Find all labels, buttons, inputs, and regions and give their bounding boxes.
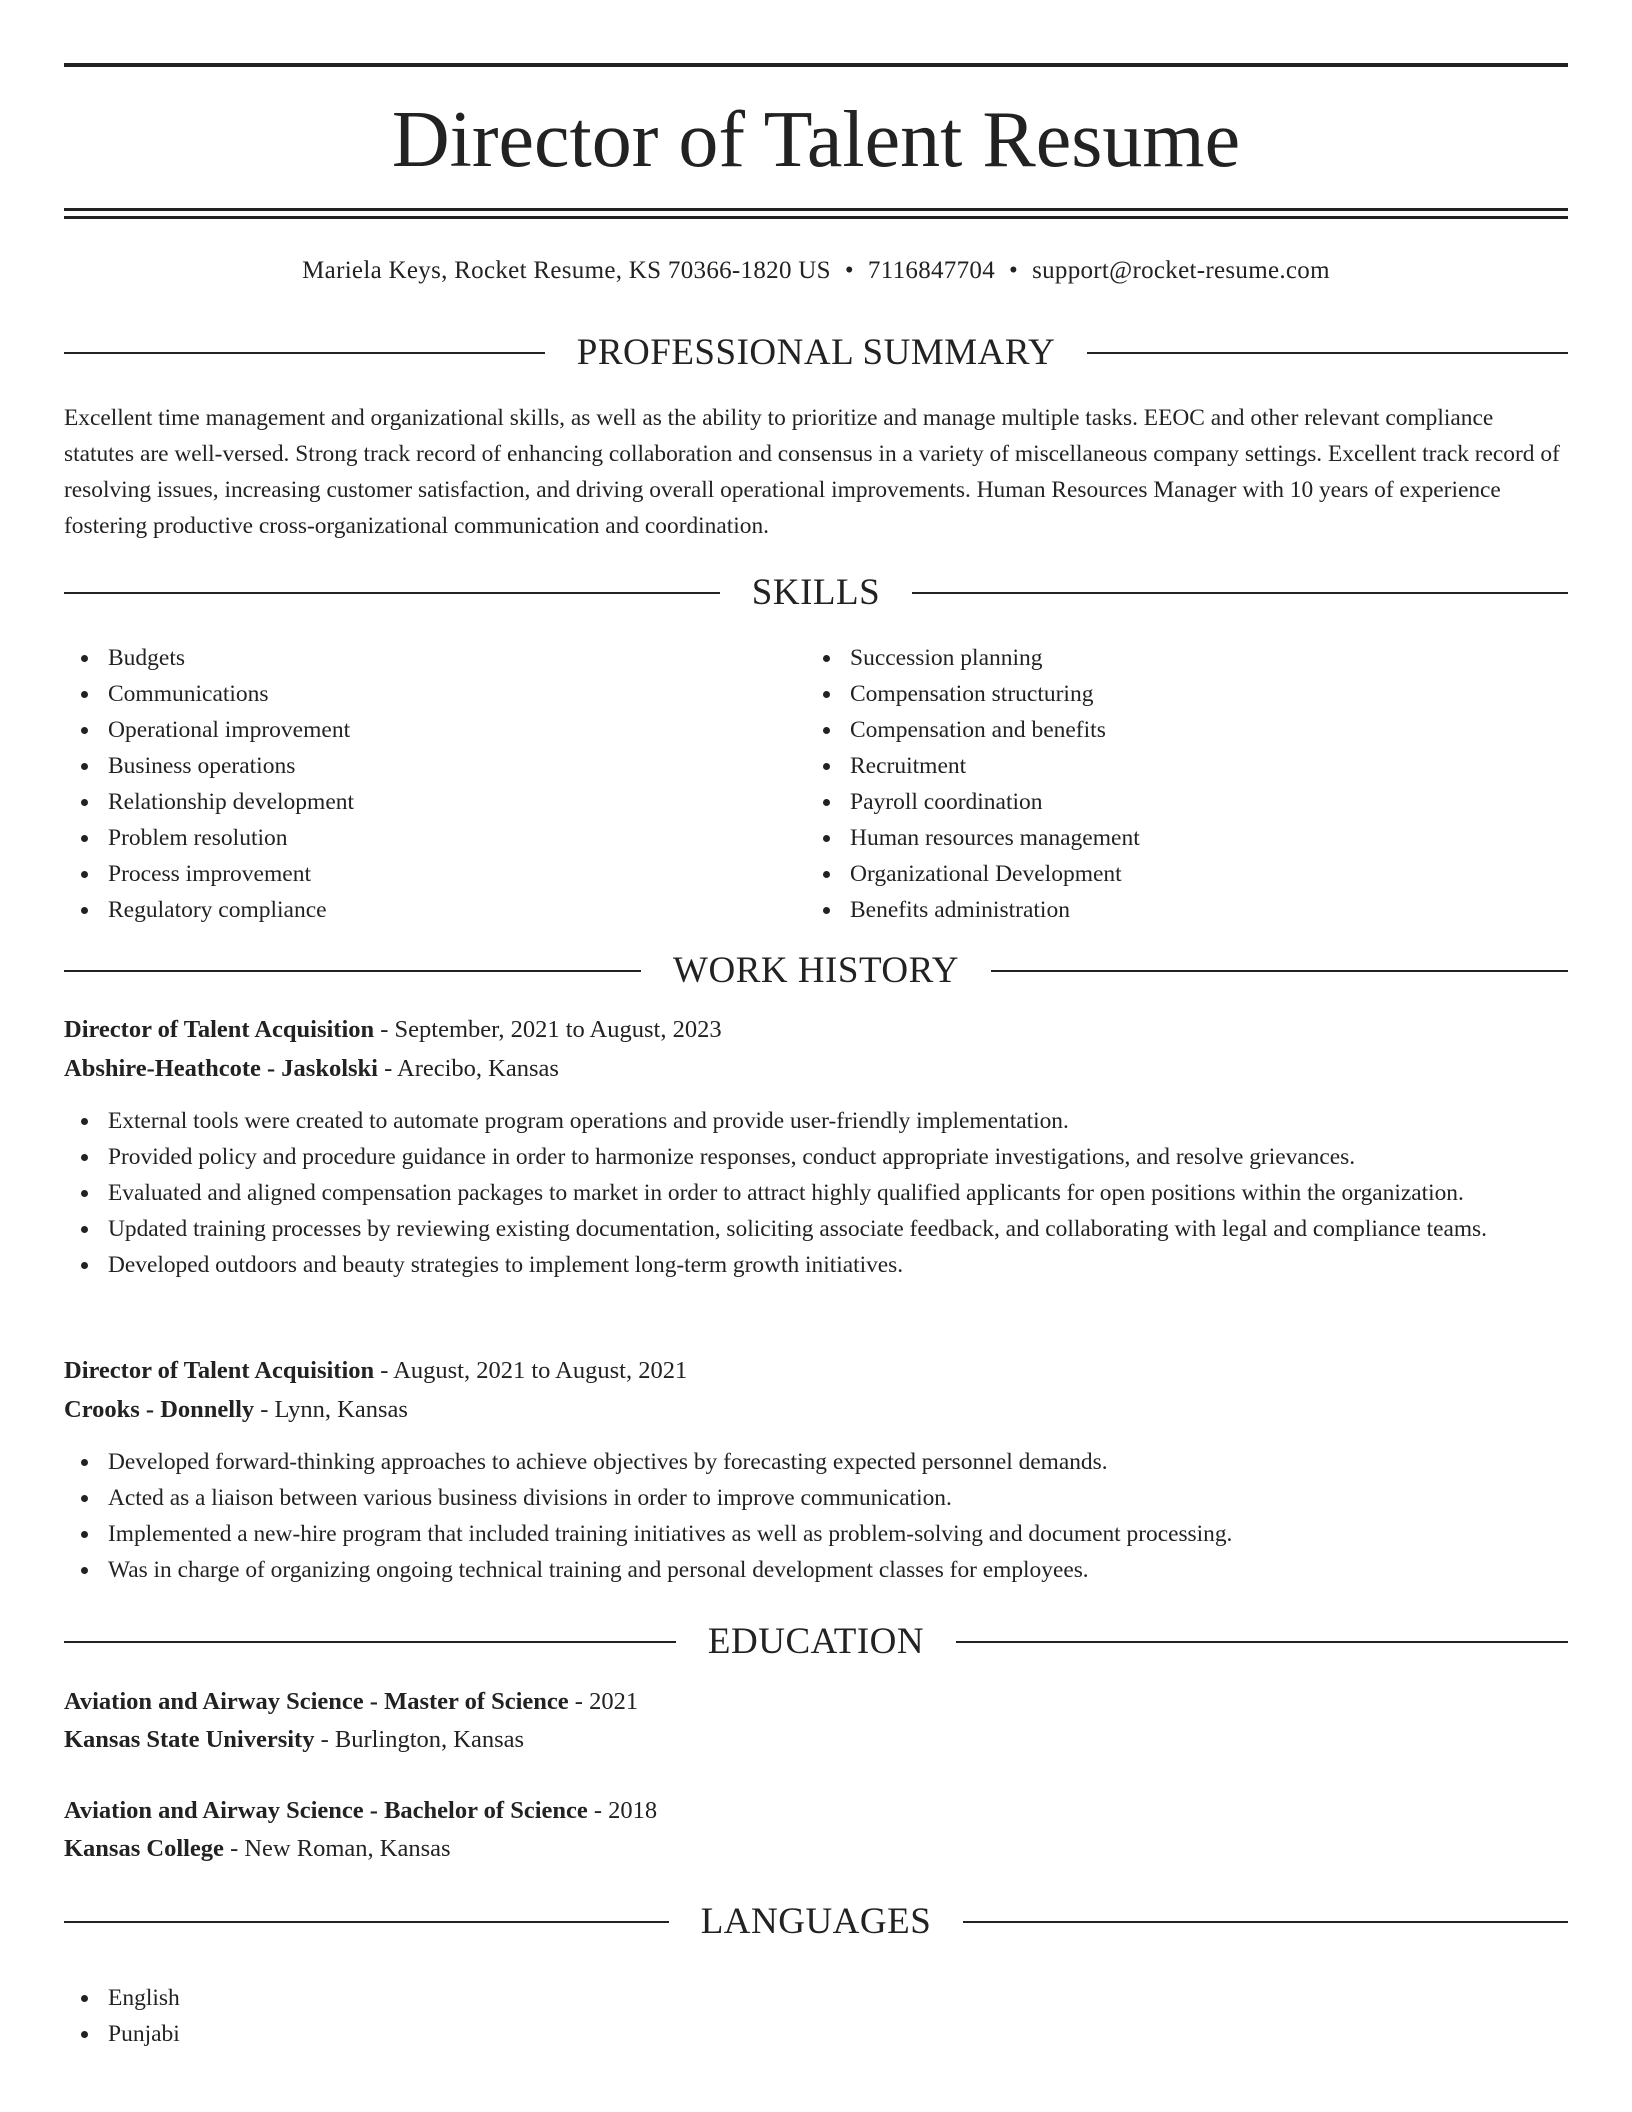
skill-item: Recruitment <box>806 748 1566 784</box>
contact-line <box>64 254 1568 288</box>
heading-rule <box>991 970 1568 972</box>
section-title-skills: SKILLS <box>751 572 881 613</box>
job-company-line <box>64 1392 1568 1428</box>
job-bullets <box>64 1444 1568 1588</box>
education-degree-line <box>64 1793 1568 1829</box>
skill-item: Compensation and benefits <box>806 712 1566 748</box>
skills-list-left <box>64 640 804 928</box>
heading-rule <box>64 592 720 594</box>
education-degree: Aviation and Airway Science - Master of Science <box>64 1688 569 1715</box>
job-bullet: External tools were created to automate program operations and provide user-friendly implementation. <box>64 1103 1568 1139</box>
section-title-languages: LANGUAGES <box>700 1901 932 1942</box>
skill-item: Process improvement <box>64 856 804 892</box>
education-location: - New Roman, Kansas <box>223 1835 451 1862</box>
job-company: Abshire-Heathcote - Jaskolski <box>64 1055 378 1082</box>
skill-item: Regulatory compliance <box>64 892 804 928</box>
summary-paragraph: Excellent time management and organizational skills, as well as the ability to prioritize and manage multiple tasks. EEOC and other relevant compliance statutes are well-versed. Strong track record of enhancing collaboration and consensus in a variety of miscellaneous company settings. Excellent track record of resolving issues, increasing customer satisfaction, and driving overall operational improvements. Human Resources Manager with 10 years of experience fostering productive cross-organizational communication and coordination. <box>64 405 1560 539</box>
education-school-line <box>64 1831 1568 1867</box>
skill-item: Benefits administration <box>806 892 1566 928</box>
skill-item: Compensation structuring <box>806 676 1566 712</box>
heading-rule <box>64 970 641 972</box>
job-bullet: Was in charge of organizing ongoing technical training and personal development classes for employees. <box>64 1552 1568 1588</box>
job-bullet: Acted as a liaison between various business divisions in order to improve communication. <box>64 1480 1568 1516</box>
heading-rule <box>64 1921 669 1923</box>
skill-item: Problem resolution <box>64 820 804 856</box>
education-school: Kansas College <box>64 1835 224 1862</box>
contact-phone: 7116847704 <box>867 257 995 284</box>
contact-separator: • <box>1009 257 1019 284</box>
skill-item: Communications <box>64 676 804 712</box>
section-title-work: WORK HISTORY <box>673 950 959 991</box>
job-title: Director of Talent Acquisition <box>64 1357 375 1384</box>
section-heading-summary <box>64 331 1568 375</box>
job-dates: - September, 2021 to August, 2023 <box>374 1016 722 1043</box>
heading-rule <box>1087 352 1568 354</box>
job-location: - Arecibo, Kansas <box>377 1055 559 1082</box>
job-bullet: Developed outdoors and beauty strategies to implement long-term growth initiatives. <box>64 1247 1568 1283</box>
education-location: - Burlington, Kansas <box>314 1726 525 1753</box>
job-company-line <box>64 1051 1568 1087</box>
skill-item: Succession planning <box>806 640 1566 676</box>
languages-list <box>64 1980 180 2052</box>
language-item: English <box>64 1980 180 2016</box>
education-school: Kansas State University <box>64 1726 315 1753</box>
heading-rule <box>963 1921 1568 1923</box>
job-bullet: Updated training processes by reviewing existing documentation, soliciting associate feedback, and collaborating with legal and compliance teams. <box>64 1211 1568 1247</box>
contact-separator: • <box>844 257 854 284</box>
skill-item: Payroll coordination <box>806 784 1566 820</box>
section-heading-skills <box>64 571 1568 615</box>
skill-item: Organizational Development <box>806 856 1566 892</box>
section-heading-work <box>64 949 1568 993</box>
job-bullet: Evaluated and aligned compensation packages to market in order to attract highly qualified applicants for open positions within the organization. <box>64 1175 1568 1211</box>
education-degree-line <box>64 1684 1568 1720</box>
job-title: Director of Talent Acquisition <box>64 1016 375 1043</box>
language-item: Punjabi <box>64 2016 180 2052</box>
skill-item: Human resources management <box>806 820 1566 856</box>
contact-address: Mariela Keys, Rocket Resume, KS 70366-1820 US <box>302 257 831 284</box>
job-location: - Lynn, Kansas <box>254 1396 408 1423</box>
education-year: - 2018 <box>587 1797 658 1824</box>
heading-rule <box>956 1641 1568 1643</box>
header-double-rule-upper <box>64 208 1568 211</box>
job-company: Crooks - Donnelly <box>64 1396 255 1423</box>
header-top-rule <box>64 63 1568 67</box>
resume-title: Director of Talent Resume <box>391 96 1241 184</box>
section-heading-education <box>64 1620 1568 1664</box>
heading-rule <box>64 1641 676 1643</box>
skill-item: Business operations <box>64 748 804 784</box>
job-dates: - August, 2021 to August, 2021 <box>374 1357 688 1384</box>
skills-list-right <box>806 640 1566 928</box>
section-heading-languages <box>64 1900 1568 1944</box>
skill-item: Relationship development <box>64 784 804 820</box>
skill-item: Budgets <box>64 640 804 676</box>
job-title-line <box>64 1012 1568 1048</box>
section-title-summary: PROFESSIONAL SUMMARY <box>576 332 1056 373</box>
skill-item: Operational improvement <box>64 712 804 748</box>
contact-email: support@rocket-resume.com <box>1032 257 1330 284</box>
education-school-line <box>64 1722 1568 1758</box>
heading-rule <box>64 352 545 354</box>
education-year: - 2021 <box>568 1688 639 1715</box>
header-double-rule-lower <box>64 216 1568 219</box>
section-title-education: EDUCATION <box>707 1621 925 1662</box>
job-title-line <box>64 1353 1568 1389</box>
job-bullets <box>64 1103 1568 1283</box>
job-bullet: Provided policy and procedure guidance in order to harmonize responses, conduct appropriate investigations, and resolve grievances. <box>64 1139 1568 1175</box>
job-bullet: Implemented a new-hire program that included training initiatives as well as problem-solving and document processing. <box>64 1516 1568 1552</box>
job-bullet: Developed forward-thinking approaches to achieve objectives by forecasting expected personnel demands. <box>64 1444 1568 1480</box>
heading-rule <box>912 592 1568 594</box>
education-degree: Aviation and Airway Science - Bachelor of Science <box>64 1797 588 1824</box>
